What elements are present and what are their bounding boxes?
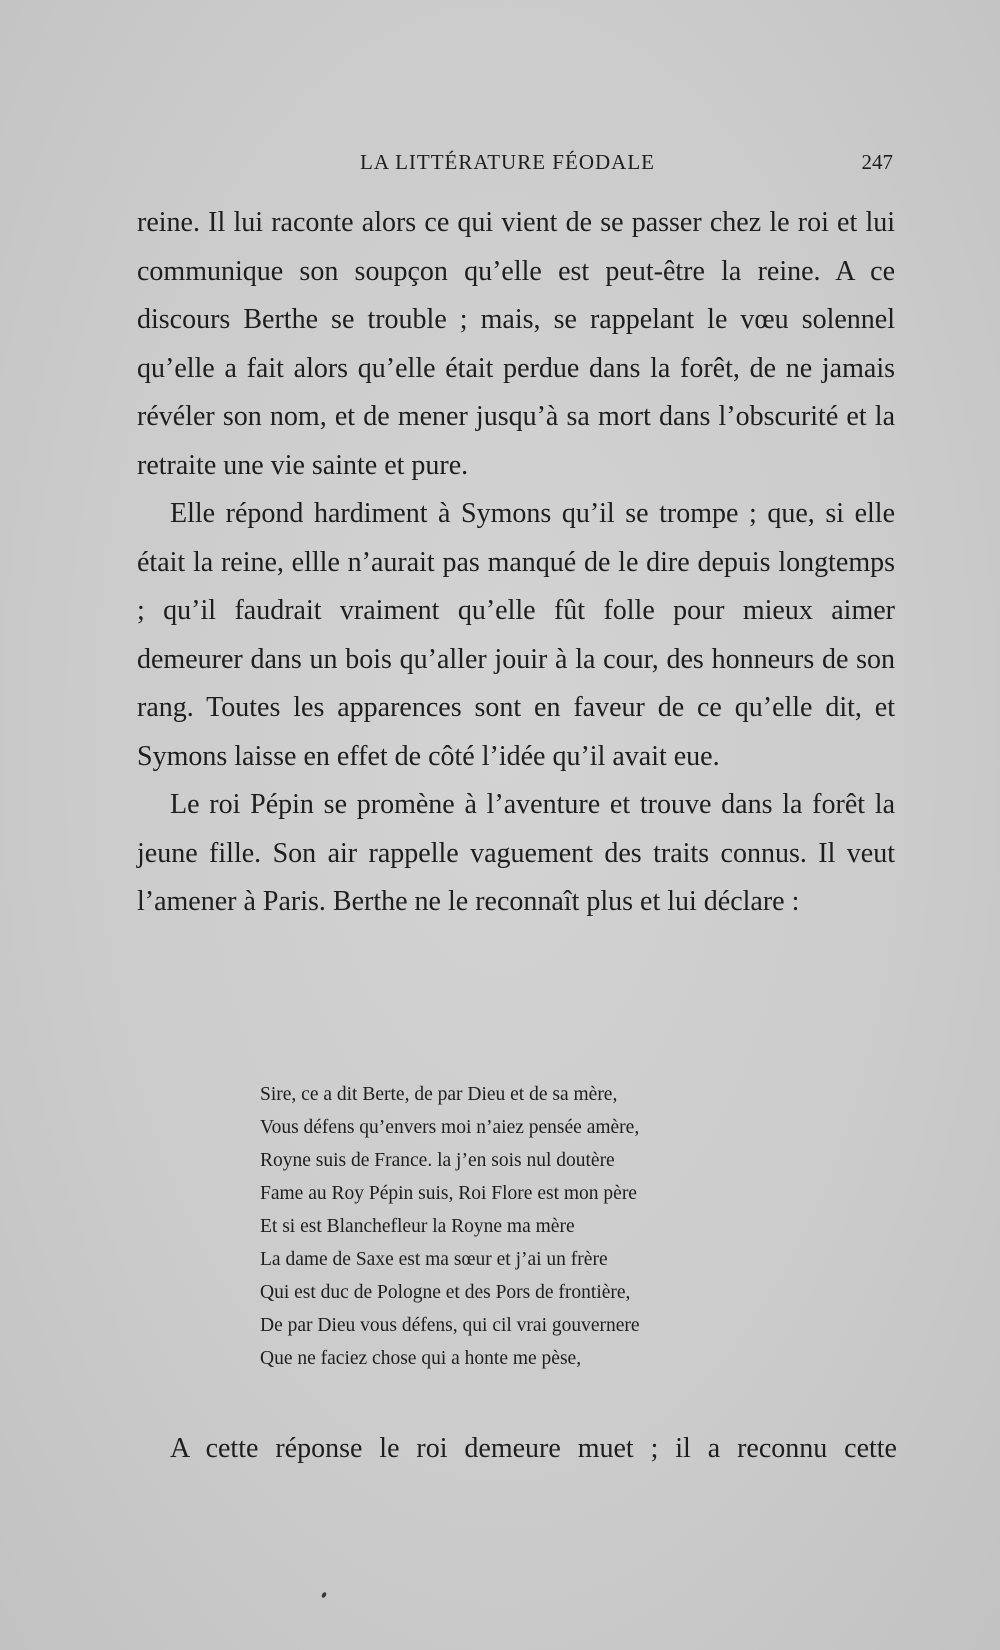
verse-line: De par Dieu vous défens, qui cil vrai gouvernere (260, 1315, 640, 1336)
verse-quotation (260, 1078, 640, 1375)
verse-line: Royne suis de France. la j’en sois nul doutère (260, 1150, 615, 1171)
verse-line: Sire, ce a dit Berte, de par Dieu et de sa mère, (260, 1084, 618, 1105)
body-text (137, 199, 895, 927)
verse-line: Que ne faciez chose qui a honte me pèse, (260, 1348, 582, 1369)
continuation-line: A cette réponse le roi demeure muet ; il a reconnu cette (170, 1433, 897, 1464)
verse-line: Fame au Roy Pépin suis, Roi Flore est mon père (260, 1183, 637, 1204)
running-head-title: LA LITTÉRATURE FÉODALE (360, 150, 655, 174)
verse-line: La dame de Saxe est ma sœur et j’ai un frère (260, 1249, 608, 1270)
verse-line: Et si est Blanchefleur la Royne ma mère (260, 1216, 575, 1237)
verse-line: Vous défens qu’envers moi n’aiez pensée amère, (260, 1117, 640, 1138)
paragraph-2: Elle répond hardiment à Symons qu’il se trompe ; que, si elle était la reine, ellle n’aurait pas manqué de le dire depuis longtemps ; qu’il faudrait vraiment qu’elle fût folle pour mieux aimer demeurer dans un bois qu’aller jouir à la cour, des honneurs de son rang. Toutes les apparences sont en faveur de ce qu’elle dit, et Symons laisse en effet de côté l’idée qu’il avait eue. (137, 498, 895, 772)
ink-speck (321, 1591, 327, 1598)
paragraph-1: reine. Il lui raconte alors ce qui vient de se passer chez le roi et lui communique son soupçon qu’elle est peut-être la reine. A ce discours Berthe se trouble ; mais, se rappelant le vœu solennel qu’elle a fait alors qu’elle était perdue dans la forêt, de ne jamais révéler son nom, et de mener jusqu’à sa mort dans l’obscurité et la retraite une vie sainte et pure. (137, 207, 895, 481)
verse-line: Qui est duc de Pologne et des Pors de frontière, (260, 1282, 631, 1303)
paragraph-3: Le roi Pépin se promène à l’aventure et trouve dans la forêt la jeune fille. Son air rappelle vaguement des traits connus. Il veut l’amener à Paris. Berthe ne le reconnaît plus et lui déclare : (137, 789, 895, 917)
running-head (135, 150, 893, 180)
page-number: 247 (861, 150, 893, 174)
